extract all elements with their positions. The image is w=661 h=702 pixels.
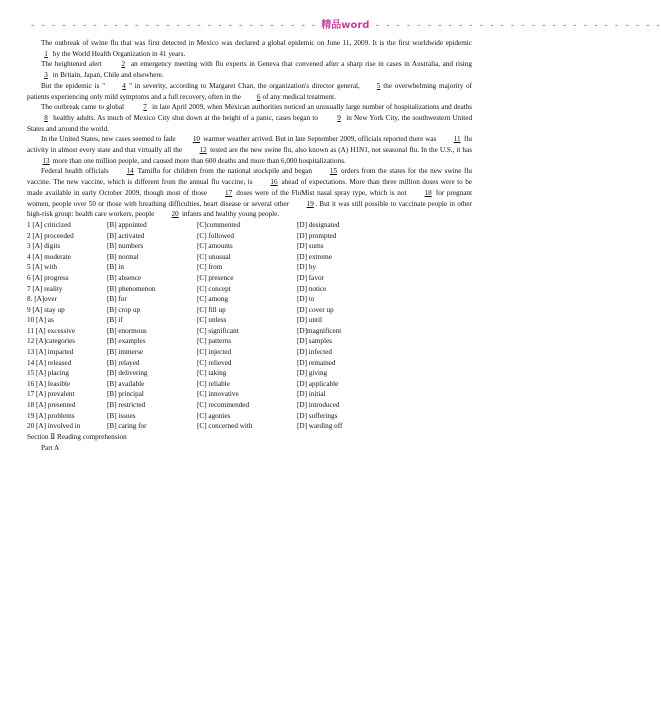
blank-1: 1 <box>44 49 48 58</box>
option-d: [D] sufferings <box>297 411 338 420</box>
blank-19: 19 <box>306 199 314 208</box>
blank-17: 17 <box>224 188 233 197</box>
option-b: [B] for <box>107 295 127 304</box>
blank-16: 16 <box>270 178 278 187</box>
option-c: [C] presence <box>197 273 234 282</box>
option-a: 2 [A] proceeded <box>27 231 74 240</box>
document-body <box>27 38 472 453</box>
option-c: [C] significant <box>197 326 239 335</box>
option-row-19 <box>27 411 472 422</box>
blank-2: 2 <box>121 60 126 69</box>
option-c: [C] amounts <box>197 242 233 251</box>
option-d: [D] notice <box>297 284 327 293</box>
option-b: [B] appointed <box>107 220 147 229</box>
option-b: [B] delivering <box>107 369 148 378</box>
option-a: 18 [A] presented <box>27 401 76 410</box>
option-b: [B] principal <box>107 390 144 399</box>
paragraph-1: The outbreak of swine flu that was first detected in Mexico was declared a global epidemic on June 11, 2009. It is the first worldwide epidemic 1 by the World Health Organization in 41 years. <box>27 38 472 59</box>
part-title: Part A <box>41 443 60 452</box>
option-row-20 <box>27 421 472 432</box>
blank-3: 3 <box>44 71 48 80</box>
option-c: [C]commented <box>197 220 241 229</box>
option-d: [D] introduced <box>297 401 340 410</box>
option-b: [B] relayed <box>107 358 140 367</box>
option-row-18 <box>27 400 472 411</box>
option-row-14 <box>27 358 472 369</box>
option-b: [B] issues <box>107 411 136 420</box>
option-a: 6 [A] progress <box>27 273 69 282</box>
option-b: [B] phenomenon <box>107 284 156 293</box>
blank-11: 11 <box>453 135 461 144</box>
option-b: [B] immerse <box>107 348 144 357</box>
option-a: 19 [A] problems <box>27 411 75 420</box>
option-b: [B] enormous <box>107 326 147 335</box>
blank-14: 14 <box>126 167 134 176</box>
option-row-7 <box>27 284 472 295</box>
option-a: 14 [A] released <box>27 358 72 367</box>
option-d: [D] initial <box>297 390 326 399</box>
option-d: [D] favor <box>297 273 324 282</box>
option-c: [C] unusual <box>197 252 231 261</box>
option-row-15 <box>27 368 472 379</box>
blank-7: 7 <box>143 103 147 112</box>
answer-options <box>27 220 472 432</box>
paragraph-4: The outbreak came to global 7 in late April 2009, when Mexican authorities noticed an unusually large number of hospitalizations and deaths 8 healthy adults. As much of Mexico City shut down at the height of a panic, cases began to 9 in New York City, the southwestern United States and around the world. <box>27 103 473 133</box>
option-a: 10 [A] as <box>27 316 54 325</box>
blank-12: 12 <box>199 146 207 155</box>
option-b: [B] in <box>107 263 124 272</box>
option-d: [D] until <box>297 316 322 325</box>
blank-9: 9 <box>337 113 341 122</box>
option-row-10 <box>27 315 472 326</box>
option-a: 13 [A] imparted <box>27 348 74 357</box>
option-c: [C] patterns <box>197 337 232 346</box>
option-d: [D] by <box>297 263 316 272</box>
option-a: 9 [A] stay up <box>27 305 65 314</box>
blank-18: 18 <box>424 188 432 197</box>
paragraph-5: In the United States, new cases seemed to fade 10 warmer weather arrived. But in late September 2009, officials reported there was 11 flu activity in almost every state and that virtually all the 12 tested are the new swine flu, also known as (A) H1N1, not seasonal flu. In the U.S., it has 13 more than one million people, and caused more than 600 deaths and more than 6,000 hospitalizations. <box>27 135 473 165</box>
option-a: 3 [A] digits <box>27 242 61 251</box>
option-d: [D] prompted <box>297 231 337 240</box>
blank-8: 8 <box>44 113 48 122</box>
option-row-5 <box>27 262 472 273</box>
option-b: [B] restricted <box>107 401 146 410</box>
option-a: 7 [A] reality <box>27 284 63 293</box>
option-row-17 <box>27 389 472 400</box>
blank-4: 4 <box>122 81 126 90</box>
section-title: Section Ⅱ Reading comprehension <box>27 432 127 441</box>
paragraph-6: Federal health officials 14 Tamiflu for children from the national stockpile and began 15 orders from the states for the new swine flu vaccine. The new vaccine, which is different from the annual flu vaccine, is 16 ahead of expectations. More than three million doses were to be made available in early October 2009, though most of those 17 doses were of the FluMist nasal spray type, which is not 18 for pregnant women, people over 50 or those with breathing difficulties, heart disease or several other 19. But it was still possible to vaccinate people in other high-risk group: health care workers, people 20 infants and healthy young people. <box>27 167 473 219</box>
option-b: [B] crop up <box>107 305 141 314</box>
option-a: 5 [A] with <box>27 263 57 272</box>
option-b: [B] examples <box>107 337 146 346</box>
option-row-16 <box>27 379 472 390</box>
option-c: [C] unless <box>197 316 227 325</box>
option-row-2 <box>27 231 472 242</box>
option-d: [D] to <box>297 295 315 304</box>
option-c: [C] concept <box>197 284 231 293</box>
option-a: 4 [A] moderate <box>27 252 71 261</box>
option-d: [D] giving <box>297 369 328 378</box>
option-b: [B] absence <box>107 273 142 282</box>
option-b: [B] numbers <box>107 242 144 251</box>
header-dashes-right: - - - - - - - - - - - - - - - - - - - - - - - - - - - - <box>374 21 661 31</box>
option-row-11 <box>27 326 472 337</box>
option-row-3 <box>27 241 472 252</box>
option-b: [B] normal <box>107 252 139 261</box>
blank-20: 20 <box>171 210 179 219</box>
option-d: [D] infected <box>297 348 332 357</box>
option-d: [D] remained <box>297 358 336 367</box>
option-row-6 <box>27 273 472 284</box>
option-d: [D] applicable <box>297 379 339 388</box>
paragraph-2: The heightened alert 2 an emergency meeting with flu experts in Geneva that convened after a sharp rise in cases in Australia, and rising 3 in Britain, Japan, Chile and elsewhere. <box>27 59 472 80</box>
blank-13: 13 <box>42 156 50 165</box>
option-c: [C] recommended <box>197 401 250 410</box>
option-d: [D] warding off <box>297 422 343 431</box>
header-dashes-left: - - - - - - - - - - - - - - - - - - - - - - - - - - - - <box>30 21 317 31</box>
option-c: [C] injected <box>197 348 232 357</box>
option-c: [C] agonies <box>197 411 231 420</box>
option-row-9 <box>27 305 472 316</box>
option-b: [B] if <box>107 316 123 325</box>
option-a: 17 [A] prevalent <box>27 390 75 399</box>
option-row-4 <box>27 252 472 263</box>
option-a: 15 [A] placing <box>27 369 69 378</box>
option-d: [D] sums <box>297 242 324 251</box>
option-a: 11 [A] excessive <box>27 326 76 335</box>
option-c: [C] taking <box>197 369 227 378</box>
option-c: [C] fill up <box>197 305 226 314</box>
blank-15: 15 <box>329 167 338 176</box>
option-row-12 <box>27 336 472 347</box>
option-c: [C] from <box>197 263 223 272</box>
page-header <box>30 16 661 31</box>
option-c: [C] concerned with <box>197 422 253 431</box>
option-d: [D] designated <box>297 220 340 229</box>
option-a: 1 [A] criticized <box>27 220 71 229</box>
option-c: [C] followed <box>197 231 234 240</box>
option-a: 12 [A]categories <box>27 337 76 346</box>
option-row-8 <box>27 294 472 305</box>
option-b: [B] available <box>107 379 145 388</box>
blank-6: 6 <box>256 92 261 101</box>
option-c: [C] innovative <box>197 390 239 399</box>
option-row-1 <box>27 220 472 231</box>
paragraph-3: But the epidemic is " 4 " in severity, according to Margaret Chan, the organization's director general, 5 the overwhelming majority of patients experiencing only mild symptoms and a full recovery, often in the 6 of any medical treatment. <box>27 81 473 101</box>
option-row-13 <box>27 347 472 358</box>
option-a: 16 [A] feasible <box>27 379 71 388</box>
option-b: [B] activated <box>107 231 145 240</box>
option-d: [D]magnificent <box>297 326 342 335</box>
option-c: [C] relieved <box>197 358 232 367</box>
option-b: [B] caring for <box>107 422 147 431</box>
option-d: [D] extreme <box>297 252 332 261</box>
header-title: 精品word <box>321 20 370 31</box>
blank-10: 10 <box>192 135 200 144</box>
option-a: 8. [A]over <box>27 295 57 304</box>
blank-5: 5 <box>376 81 381 90</box>
option-a: 20 [A] involved in <box>27 422 81 431</box>
option-c: [C] among <box>197 295 228 304</box>
option-d: [D] cover up <box>297 305 334 314</box>
option-d: [D] samples <box>297 337 332 346</box>
option-c: [C] reliable <box>197 379 230 388</box>
